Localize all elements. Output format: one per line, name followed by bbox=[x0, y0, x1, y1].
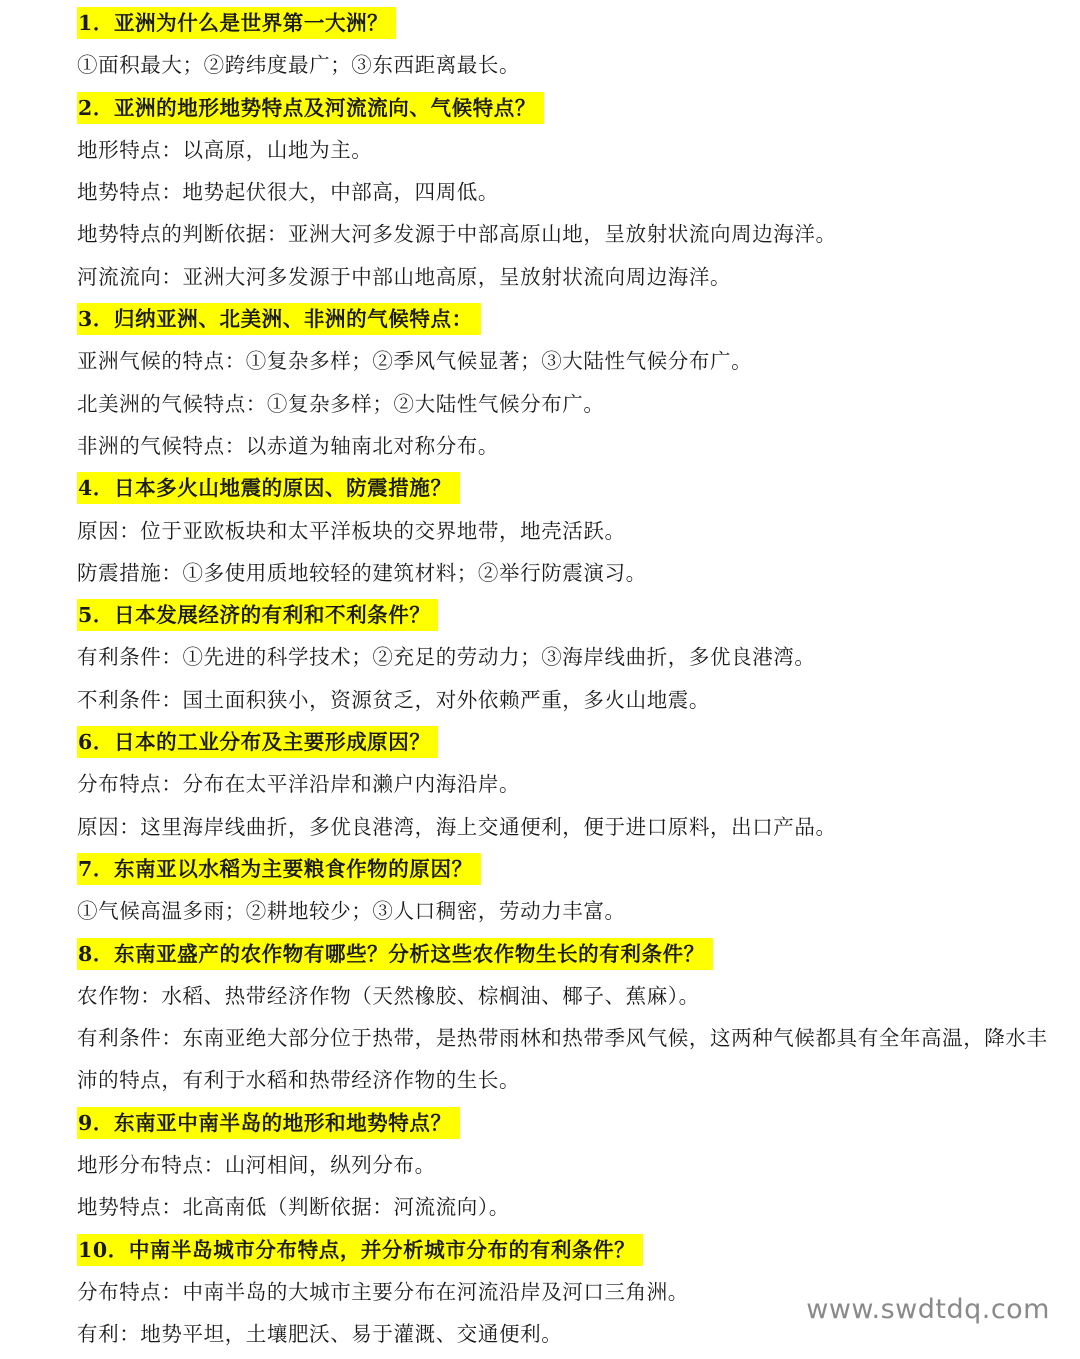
answer-3-2: 北美洲的气候特点：①复杂多样；②大陆性气候分布广。 bbox=[77, 391, 605, 416]
question-5 bbox=[77, 594, 1057, 636]
watermark: www.swdtdq.com bbox=[806, 1294, 1050, 1325]
question-5-text: 5．日本发展经济的有利和不利条件？ bbox=[77, 599, 438, 631]
answer-10-2: 有利：地势平坦，土壤肥沃、易于灌溉、交通便利。 bbox=[77, 1322, 563, 1347]
question-4 bbox=[77, 467, 1057, 509]
question-3-text: 3．归纳亚洲、北美洲、非洲的气候特点： bbox=[77, 303, 481, 335]
answer-1-1: ①面积最大；②跨纬度最广；③东西距离最长。 bbox=[77, 53, 521, 78]
document-body bbox=[77, 2, 1057, 1356]
answer-8-2: 有利条件：东南亚绝大部分位于热带，是热带雨林和热带季风气候，这两种气候都具有全年高温，降水丰沛的特点，有利于水稻和热带经济作物的生长。 bbox=[77, 1026, 1048, 1093]
question-2 bbox=[77, 87, 1057, 129]
answer-6-2: 原因：这里海岸线曲折，多优良港湾，海上交通便利，便于进口原料，出口产品。 bbox=[77, 814, 837, 839]
question-6-text: 6．日本的工业分布及主要形成原因？ bbox=[77, 726, 438, 758]
answer-2-4: 河流流向：亚洲大河多发源于中部山地高原，呈放射状流向周边海洋。 bbox=[77, 264, 732, 289]
question-8-text: 8．东南亚盛产的农作物有哪些？分析这些农作物生长的有利条件？ bbox=[77, 938, 713, 970]
answer-2-2: 地势特点：地势起伏很大，中部高，四周低。 bbox=[77, 180, 499, 205]
answer-3-1: 亚洲气候的特点：①复杂多样；②季风气候显著；③大陆性气候分布广。 bbox=[77, 349, 753, 374]
question-2-text: 2．亚洲的地形地势特点及河流流向、气候特点？ bbox=[77, 92, 544, 124]
answer-4-2: 防震措施：①多使用质地较轻的建筑材料；②举行防震演习。 bbox=[77, 560, 647, 585]
question-10-text: 10．中南半岛城市分布特点，并分析城市分布的有利条件？ bbox=[77, 1234, 643, 1266]
question-10 bbox=[77, 1229, 1057, 1271]
question-1 bbox=[77, 2, 1057, 44]
answer-9-2: 地势特点：北高南低（判断依据：河流流向）。 bbox=[77, 1195, 510, 1220]
question-9-text: 9．东南亚中南半岛的地形和地势特点？ bbox=[77, 1107, 460, 1139]
answer-10-1: 分布特点：中南半岛的大城市主要分布在河流沿岸及河口三角洲。 bbox=[77, 1279, 689, 1304]
answer-9-1: 地形分布特点：山河相间，纵列分布。 bbox=[77, 1153, 436, 1178]
question-9 bbox=[77, 1102, 1057, 1144]
answer-5-1: 有利条件：①先进的科学技术；②充足的劳动力；③海岸线曲折，多优良港湾。 bbox=[77, 645, 816, 670]
question-1-text: 1．亚洲为什么是世界第一大洲？ bbox=[77, 7, 396, 39]
answer-6-1: 分布特点：分布在太平洋沿岸和濑户内海沿岸。 bbox=[77, 772, 521, 797]
answer-2-1: 地形特点：以高原，山地为主。 bbox=[77, 137, 373, 162]
question-7 bbox=[77, 848, 1057, 890]
answer-4-1: 原因：位于亚欧板块和太平洋板块的交界地带，地壳活跃。 bbox=[77, 518, 626, 543]
answer-8-1: 农作物：水稻、热带经济作物（天然橡胶、棕榈油、椰子、蕉麻）。 bbox=[77, 983, 700, 1008]
answer-7-1: ①气候高温多雨；②耕地较少；③人口稠密，劳动力丰富。 bbox=[77, 899, 626, 924]
question-7-text: 7．东南亚以水稻为主要粮食作物的原因？ bbox=[77, 853, 481, 885]
answer-3-3: 非洲的气候特点：以赤道为轴南北对称分布。 bbox=[77, 433, 499, 458]
answer-5-2: 不利条件：国土面积狭小，资源贫乏，对外依赖严重，多火山地震。 bbox=[77, 687, 710, 712]
question-6 bbox=[77, 721, 1057, 763]
answer-2-3: 地势特点的判断依据：亚洲大河多发源于中部高原山地，呈放射状流向周边海洋。 bbox=[77, 222, 837, 247]
question-3 bbox=[77, 298, 1057, 340]
question-8 bbox=[77, 933, 1057, 975]
question-4-text: 4．日本多火山地震的原因、防震措施？ bbox=[77, 472, 460, 504]
